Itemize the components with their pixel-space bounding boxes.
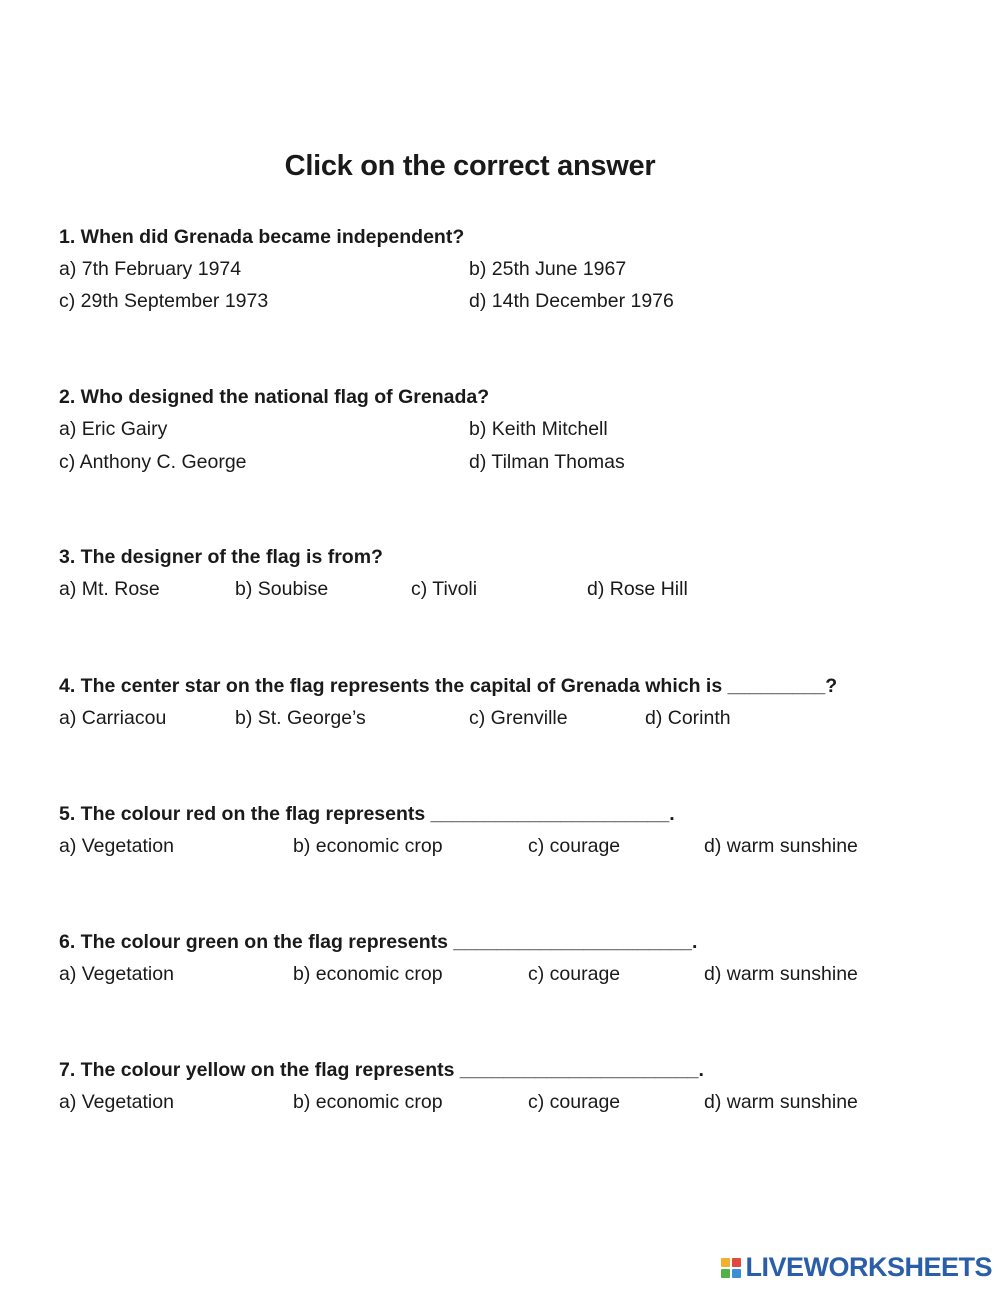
q7-option-d[interactable]: d) warm sunshine bbox=[704, 1091, 858, 1113]
q6-option-b[interactable]: b) economic crop bbox=[293, 963, 443, 985]
logo-mark-icon bbox=[721, 1258, 741, 1278]
q7-option-c[interactable]: c) courage bbox=[528, 1091, 621, 1113]
q4-option-c[interactable]: c) Grenville bbox=[469, 707, 568, 729]
question-7 bbox=[59, 1054, 959, 1113]
q6-option-c[interactable]: c) courage bbox=[528, 963, 621, 985]
question-2-text: 2. Who designed the national flag of Grenada? bbox=[59, 386, 490, 408]
logo-text: LIVEWORKSHEETS bbox=[745, 1252, 992, 1282]
q4-option-b[interactable]: b) St. George’s bbox=[235, 707, 366, 729]
q1-option-b[interactable]: b) 25th June 1967 bbox=[469, 258, 627, 280]
q2-option-c[interactable]: c) Anthony C. George bbox=[59, 451, 247, 473]
question-1-text: 1. When did Grenada became independent? bbox=[59, 226, 465, 248]
q6-option-d[interactable]: d) warm sunshine bbox=[704, 963, 858, 985]
question-1 bbox=[59, 221, 959, 312]
q1-option-c[interactable]: c) 29th September 1973 bbox=[59, 290, 269, 312]
question-5-text: 5. The colour red on the flag represents ______________________. bbox=[59, 803, 675, 825]
q2-option-d[interactable]: d) Tilman Thomas bbox=[469, 451, 625, 473]
question-4 bbox=[59, 670, 959, 729]
question-3 bbox=[59, 541, 959, 600]
page-title: Click on the correct answer bbox=[284, 150, 656, 182]
q7-option-a[interactable]: a) Vegetation bbox=[59, 1091, 174, 1113]
question-5 bbox=[59, 798, 959, 857]
q7-option-b[interactable]: b) economic crop bbox=[293, 1091, 443, 1113]
q5-option-d[interactable]: d) warm sunshine bbox=[704, 835, 858, 857]
logo-square-red bbox=[732, 1258, 741, 1267]
q6-option-a[interactable]: a) Vegetation bbox=[59, 963, 174, 985]
q5-option-b[interactable]: b) economic crop bbox=[293, 835, 443, 857]
question-6 bbox=[59, 926, 959, 985]
q5-option-c[interactable]: c) courage bbox=[528, 835, 621, 857]
question-2 bbox=[59, 381, 959, 473]
q3-option-a[interactable]: a) Mt. Rose bbox=[59, 578, 160, 600]
logo-square-yellow bbox=[721, 1258, 730, 1267]
question-7-text: 7. The colour yellow on the flag represents ______________________. bbox=[59, 1059, 704, 1081]
question-4-text: 4. The center star on the flag represents the capital of Grenada which is _________? bbox=[59, 675, 838, 697]
q3-option-d[interactable]: d) Rose Hill bbox=[587, 578, 688, 600]
q4-option-a[interactable]: a) Carriacou bbox=[59, 707, 167, 729]
q1-option-d[interactable]: d) 14th December 1976 bbox=[469, 290, 674, 312]
logo-square-blue bbox=[732, 1269, 741, 1278]
q3-option-b[interactable]: b) Soubise bbox=[235, 578, 329, 600]
logo-square-green bbox=[721, 1269, 730, 1278]
q2-option-a[interactable]: a) Eric Gairy bbox=[59, 418, 168, 440]
q5-option-a[interactable]: a) Vegetation bbox=[59, 835, 174, 857]
q2-option-b[interactable]: b) Keith Mitchell bbox=[469, 418, 608, 440]
question-3-text: 3. The designer of the flag is from? bbox=[59, 546, 383, 568]
liveworksheets-logo bbox=[721, 1252, 992, 1283]
q4-option-d[interactable]: d) Corinth bbox=[645, 707, 731, 729]
question-6-text: 6. The colour green on the flag represents ______________________. bbox=[59, 931, 698, 953]
q3-option-c[interactable]: c) Tivoli bbox=[411, 578, 478, 600]
q1-option-a[interactable]: a) 7th February 1974 bbox=[59, 258, 242, 280]
